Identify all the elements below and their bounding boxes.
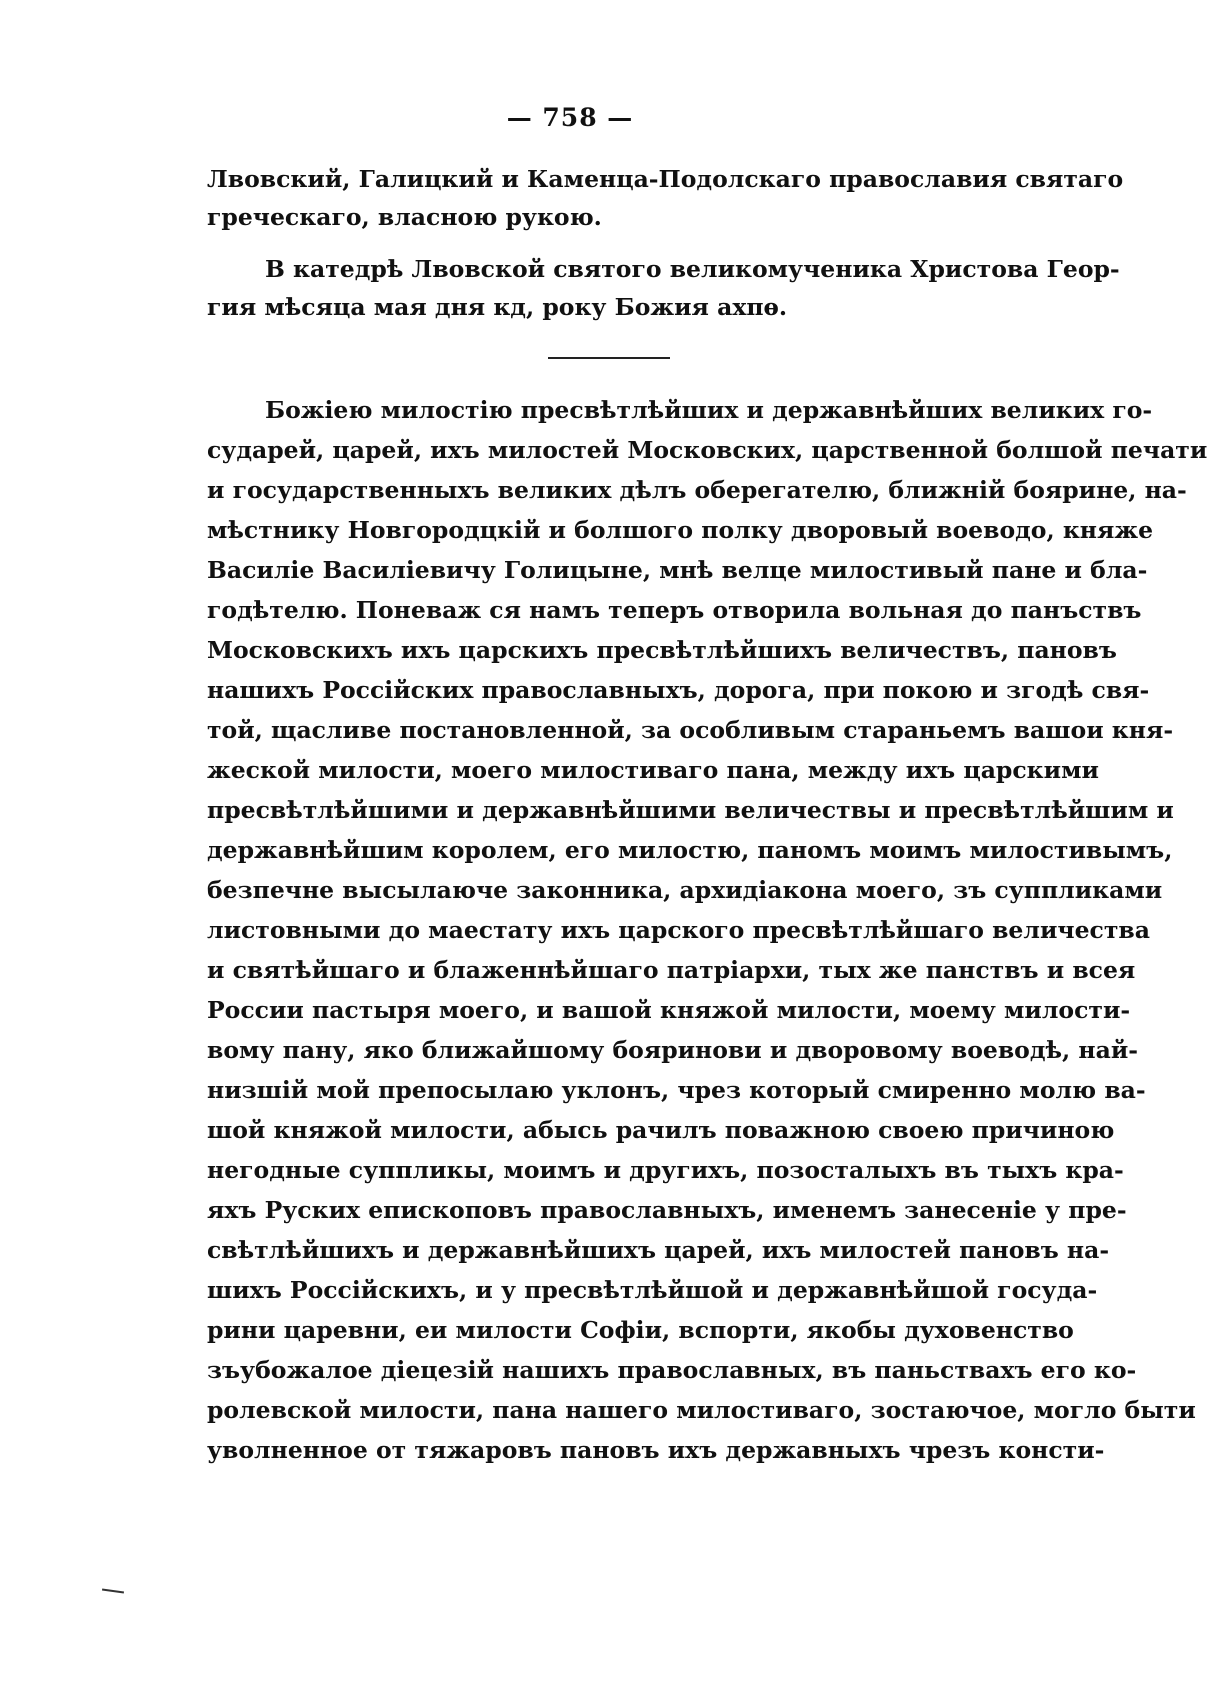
closing-paragraph: [207, 250, 1120, 326]
section-divider: [548, 357, 670, 359]
text-line: негодные суппликы, моимъ и другихъ, позосталыхъ въ тыхъ кра-: [207, 1156, 1124, 1184]
text-line: и государственныхъ великих дѣлъ оберегателю, ближнiй боярине, на-: [207, 476, 1187, 504]
letter-paragraph: [207, 390, 1207, 1470]
text-line: рини царевни, еи милости Софiи, вспорти, якобы духовенство: [207, 1316, 1074, 1344]
text-line: уволненное от тяжаровъ пановъ ихъ державныхъ чрезъ консти-: [207, 1436, 1105, 1464]
text-line: Лвовский, Галицкий и Каменца-Подолскаго православия святаго: [207, 165, 1124, 193]
text-line: шихъ Россiйскихъ, и у пресвѣтлѣйшой и державнѣйшой госуда-: [207, 1276, 1098, 1304]
text-line: пресвѣтлѣйшими и державнѣйшими величествы и пресвѣтлѣйшим и: [207, 796, 1174, 824]
text-line: державнѣйшим королем, его милостю, паномъ моимъ милостивымъ,: [207, 836, 1173, 864]
text-line: жеской милости, моего милостиваго пана, между ихъ царскими: [207, 756, 1099, 784]
text-line: низшiй мой препосылаю уклонъ, чрез который смиренно молю ва-: [207, 1076, 1146, 1104]
text-line: яхъ Руских епископовъ православныхъ, именемъ занесенiе у пре-: [207, 1196, 1127, 1224]
text-line: зъубожалое дiецезiй нашихъ православных, въ паньствахъ его ко-: [207, 1356, 1137, 1384]
text-line: годѣтелю. Поневаж ся намъ теперъ отворила вольная до панъствъ: [207, 596, 1142, 624]
text-line: шой княжой милости, абысь рачилъ поважною своею причиною: [207, 1116, 1115, 1144]
text-line: сударей, царей, ихъ милостей Московских, царственной болшой печати: [207, 436, 1207, 464]
text-line: той, щасливе постановленной, за особливым стараньемъ вашои кня-: [207, 716, 1174, 744]
text-line: греческаго, власною рукою.: [207, 203, 602, 231]
top-paragraph: [207, 160, 1124, 236]
text-line: Божiею милостiю пресвѣтлѣйших и державнѣйших великих го-: [265, 396, 1153, 424]
text-line: Василiе Василiевичу Голицыне, мнѣ велце милостивый пане и бла-: [207, 556, 1148, 584]
text-line: листовными до маестату ихъ царского пресвѣтлѣйшаго величества: [207, 916, 1150, 944]
text-line: вому пану, яко ближайшому бояринови и дворовому воеводѣ, най-: [207, 1036, 1139, 1064]
text-line: мѣстнику Новгородцкiй и болшого полку дворовый воеводо, княже: [207, 516, 1154, 544]
text-line: свѣтлѣйшихъ и державнѣйшихъ царей, ихъ милостей пановъ на-: [207, 1236, 1110, 1264]
text-line: и святѣйшаго и блаженнѣйшаго патрiархи, тых же панствъ и всея: [207, 956, 1136, 984]
text-line: Московскихъ ихъ царскихъ пресвѣтлѣйшихъ величествъ, пановъ: [207, 636, 1117, 664]
text-line: гия мѣсяца мая дня кд, року Божия ахпѳ.: [207, 293, 788, 321]
text-line: ролевской милости, пана нашего милостиваго, зостаючое, могло быти: [207, 1396, 1196, 1424]
text-line: нашихъ Россiйских православныхъ, дорога, при покою и згодѣ свя-: [207, 676, 1150, 704]
text-line: России пастыря моего, и вашой княжой милости, моему милости-: [207, 996, 1131, 1024]
page-number: — 758 —: [506, 103, 634, 132]
margin-mark: [102, 1588, 124, 1593]
text-line: безпечне высылаюче законника, архидiакона моего, зъ суппликами: [207, 876, 1163, 904]
text-line: В катедрѣ Лвовской святого великомученика Христова Геор-: [265, 255, 1120, 283]
